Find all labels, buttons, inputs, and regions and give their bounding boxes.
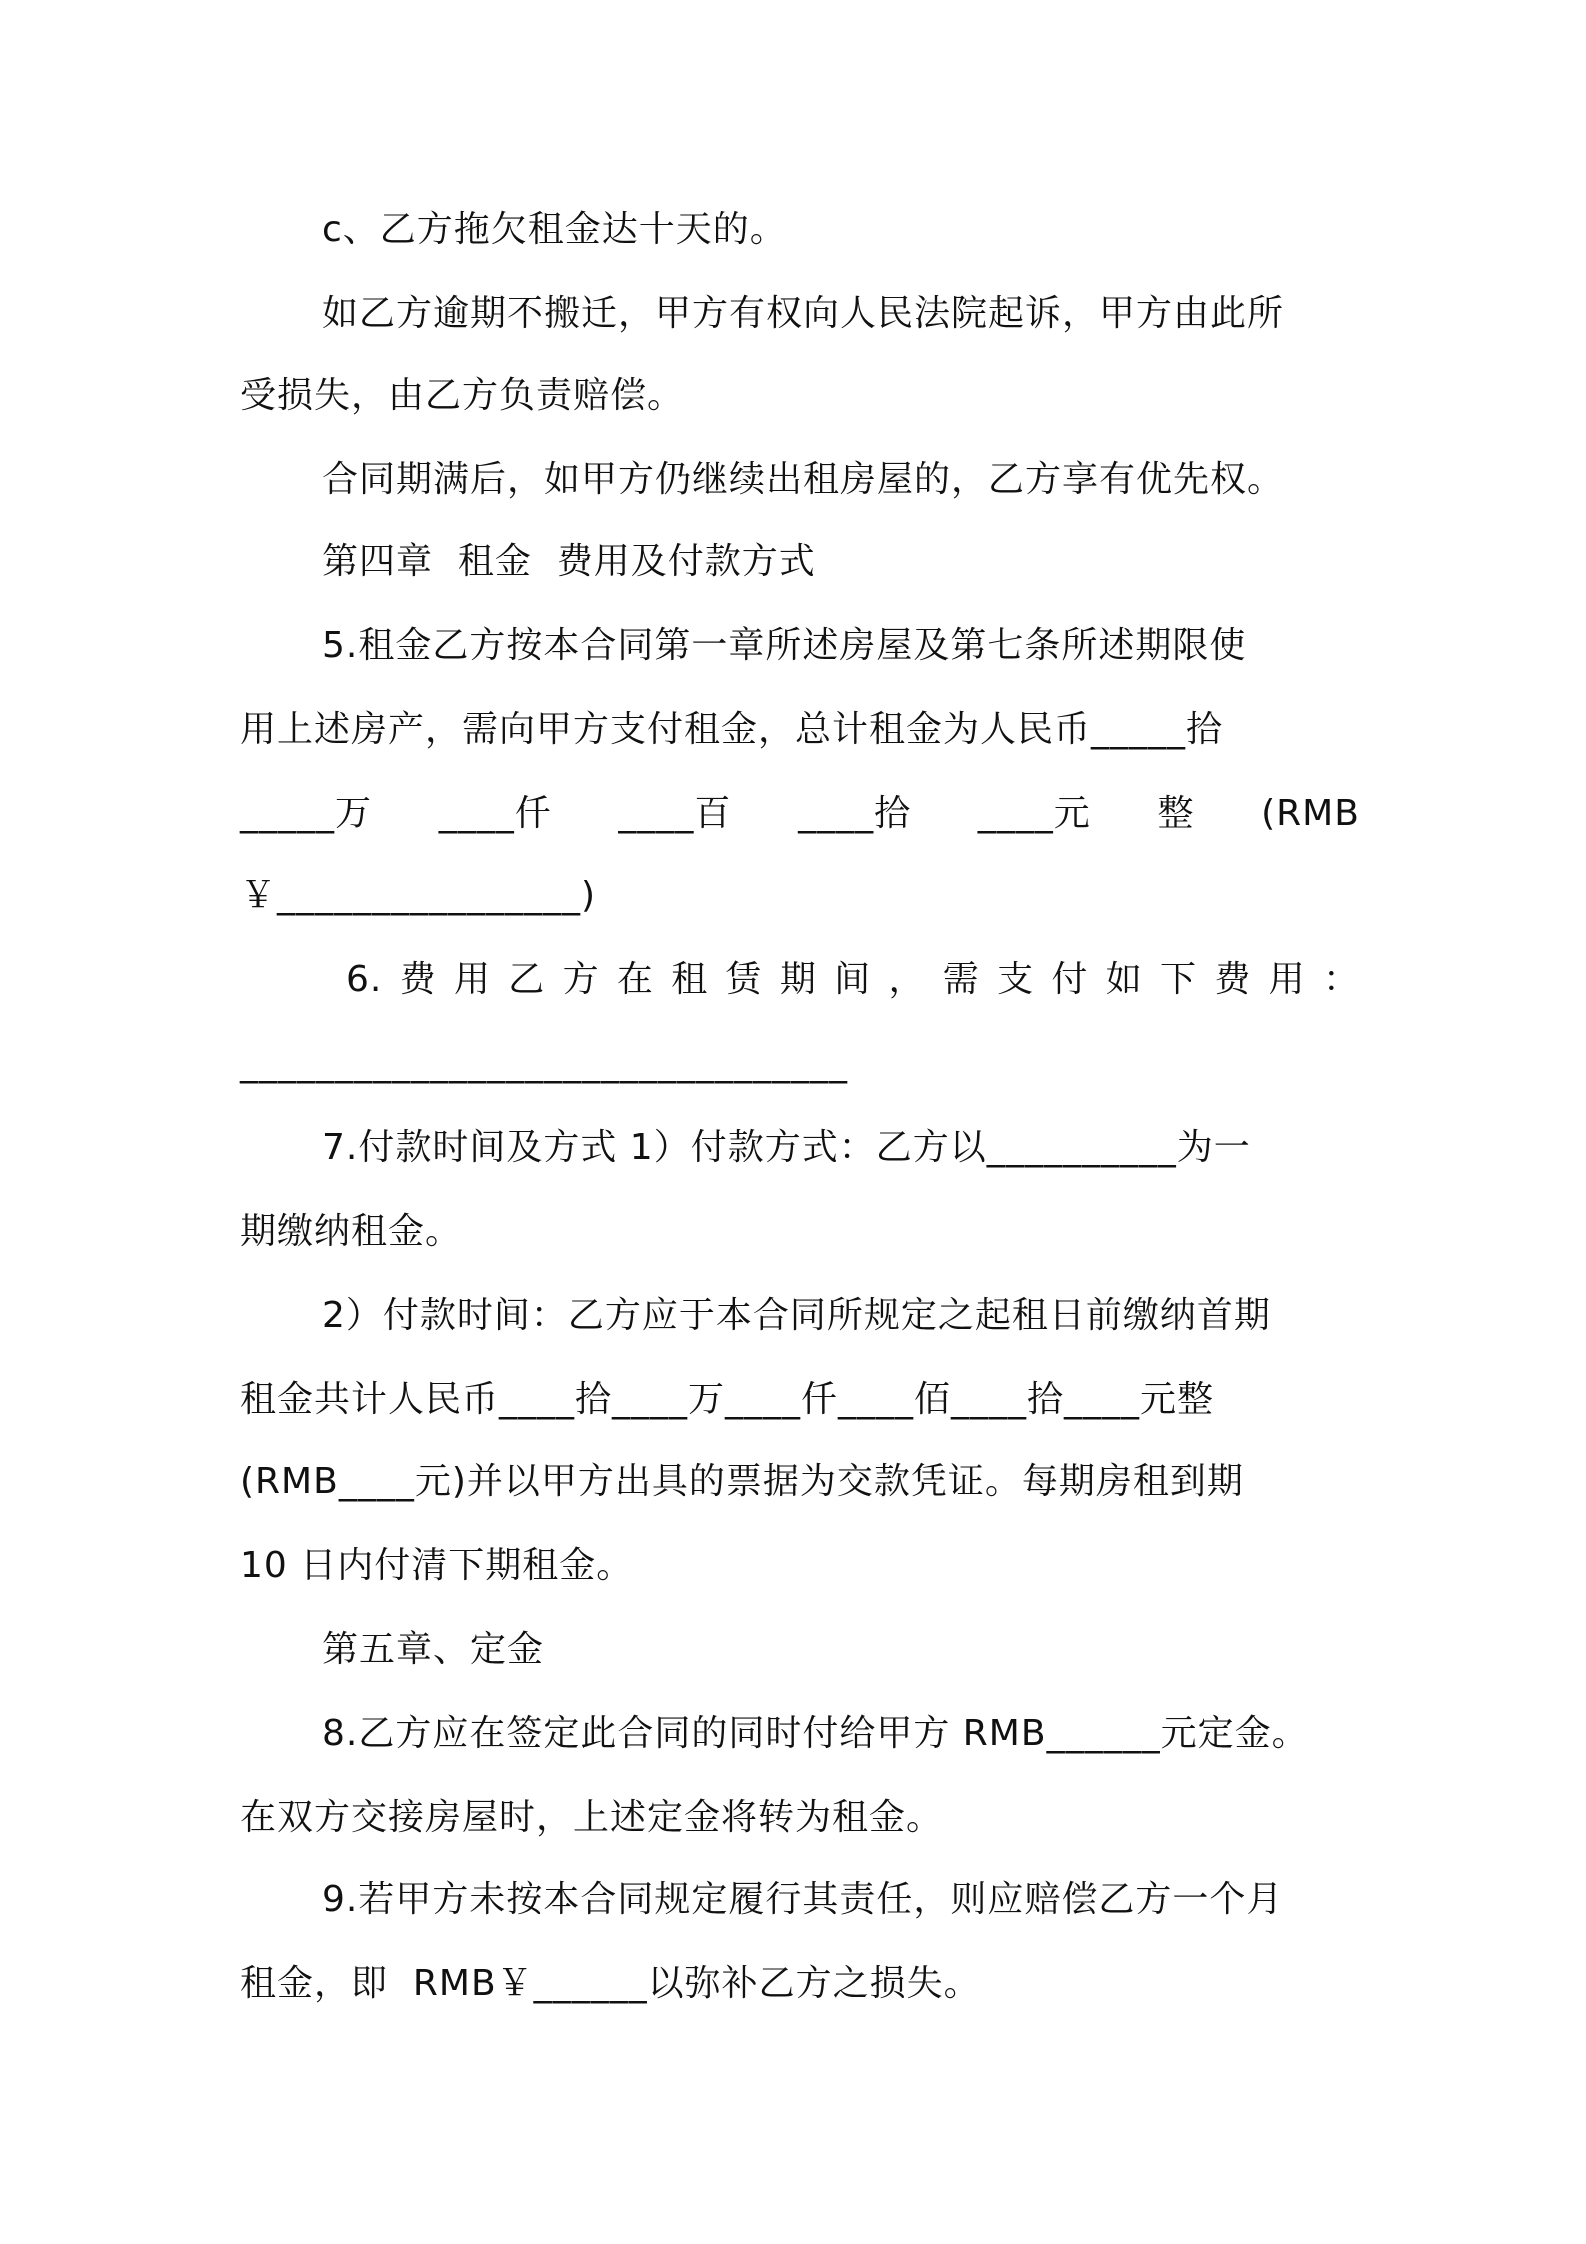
char: 方 [562,959,600,1000]
char: 付 [1051,959,1089,1000]
paragraph-line: 2）付款时间：乙方应于本合同所规定之起租日前缴纳首期 [322,1295,1271,1336]
paragraph-line: ￥________________) [240,875,597,916]
blank-shi: ____拾 [798,793,912,834]
paragraph-line: 10 日内付清下期租金。 [240,1545,634,1586]
item-number: 6. [346,959,383,1000]
paragraph-line: (RMB____元)并以甲方出具的票据为交款凭证。每期房租到期 [240,1461,1244,1502]
blank-yuan: ____元 [977,793,1091,834]
char: 如 [1105,959,1143,1000]
char: 乙 [508,959,546,1000]
paragraph-line: 受损失，由乙方负责赔偿。 [240,375,685,416]
paragraph-line: 租金，即 RMB￥______以弥补乙方之损失。 [240,1963,981,2004]
paragraph-line: 7.付款时间及方式 1）付款方式：乙方以__________为一 [322,1127,1251,1168]
paragraph-line: 9.若甲方未按本合同规定履行其责任，则应赔偿乙方一个月 [322,1879,1284,1920]
paragraph-line: c、乙方拖欠租金达十天的。 [322,209,787,250]
blank-wan: _____万 [240,793,373,834]
chapter-heading: 第四章 租金 费用及付款方式 [322,541,816,582]
chapter-heading: 第五章、定金 [322,1629,545,1670]
char: 下 [1160,959,1198,1000]
word-zheng: 整 [1157,793,1195,834]
paragraph-line: 期缴纳租金。 [240,1211,463,1252]
paragraph-line: 如乙方逾期不搬迁，甲方有权向人民法院起诉，甲方由此所 [322,293,1285,334]
char: 赁 [725,959,763,1000]
char: ： [1322,959,1360,1000]
char: 期 [779,959,817,1000]
char: 需 [942,959,980,1000]
char: 费 [1214,959,1252,1000]
char: 支 [997,959,1035,1000]
char: 租 [671,959,709,1000]
paragraph-line: 5.租金乙方按本合同第一章所述房屋及第七条所述期限使 [322,625,1247,666]
blank-bai: ____百 [618,793,732,834]
char: 用 [1268,959,1306,1000]
char: 用 [453,959,491,1000]
paragraph-line: 用上述房产，需向甲方支付租金，总计租金为人民币_____拾 [240,709,1224,750]
paragraph-line: 租金共计人民币____拾____万____仟____佰____拾____元整 [240,1379,1215,1420]
justified-line [240,790,1360,838]
char: 费 [399,959,437,1000]
char: 间 [834,959,872,1000]
paragraph-line: 合同期满后，如甲方仍继续出租房屋的，乙方享有优先权。 [322,459,1285,500]
blank-qian: ____仟 [438,793,552,834]
paragraph-line: 在双方交接房屋时，上述定金将转为租金。 [240,1797,944,1838]
justified-line [346,956,1360,1004]
word-rmb: (RMB [1261,793,1360,834]
char: 在 [616,959,654,1000]
paragraph-line: 8.乙方应在签定此合同的同时付给甲方 RMB______元定金。 [322,1713,1309,1754]
blank-line: ________________________________ [240,1043,848,1084]
char: ， [888,959,926,1000]
